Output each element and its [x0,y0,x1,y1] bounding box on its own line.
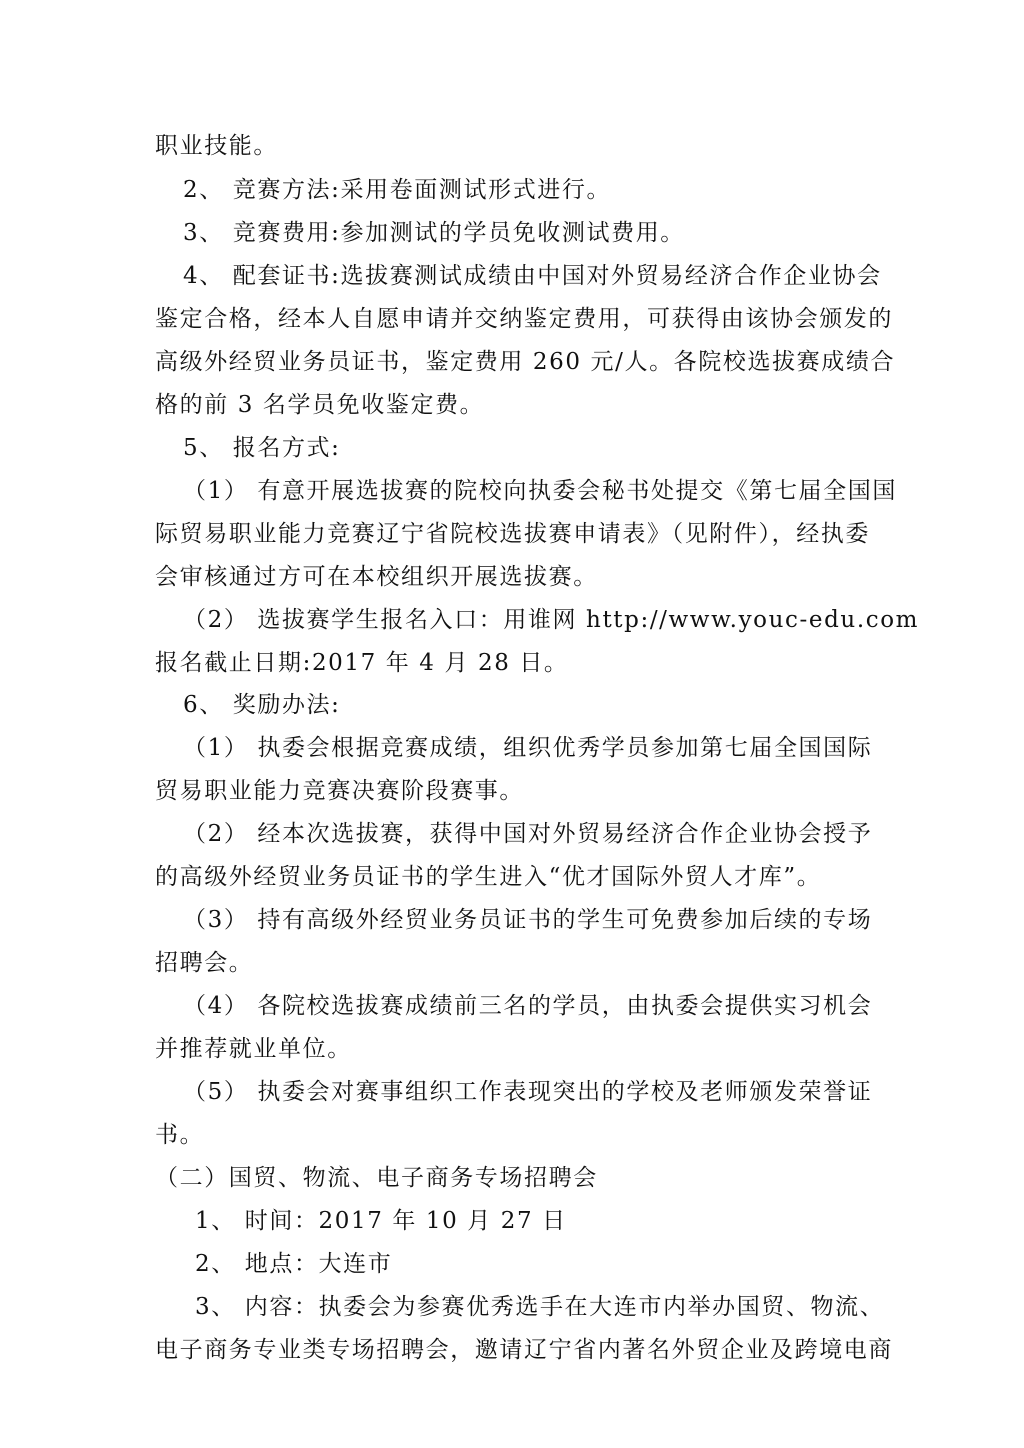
text-line: 鉴定合格，经本人自愿申请并交纳鉴定费用，可获得由该协会颁发的 [155,306,893,332]
text-line: 6、 奖励办法: [183,692,341,718]
text-line: （1） 执委会根据竞赛成绩，组织优秀学员参加第七届全国国际 [183,735,873,761]
text-line: 招聘会。 [155,950,254,976]
text-line: 5、 报名方式: [183,435,341,461]
text-line: 格的前 3 名学员免收鉴定费。 [155,392,485,418]
text-line: 书。 [155,1122,205,1148]
text-line: 3、 竞赛费用:参加测试的学员免收测试费用。 [183,220,685,246]
text-line: 1、 时间：2017 年 10 月 27 日 [195,1208,567,1234]
text-line: （5） 执委会对赛事组织工作表现突出的学校及老师颁发荣誉证 [183,1079,873,1105]
text-line: 的高级外经贸业务员证书的学生进入“优才国际外贸人才库”。 [155,864,822,890]
text-line: （3） 持有高级外经贸业务员证书的学生可免费参加后续的专场 [183,907,873,933]
text-line: （4） 各院校选拔赛成绩前三名的学员，由执委会提供实习机会 [183,993,873,1019]
text-line: （1） 有意开展选拔赛的院校向执委会秘书处提交《第七届全国国 [183,478,897,504]
text-line: 贸易职业能力竞赛决赛阶段赛事。 [155,778,524,804]
text-line: 2、 竞赛方法:采用卷面测试形式进行。 [183,177,612,203]
text-line: （2） 经本次选拔赛，获得中国对外贸易经济合作企业协会授予 [183,821,873,847]
text-line: 3、 内容：执委会为参赛优秀选手在大连市内举办国贸、物流、 [195,1294,885,1320]
text-line: 电子商务专业类专场招聘会，邀请辽宁省内著名外贸企业及跨境电商 [155,1337,893,1363]
text-line: 2、 地点：大连市 [195,1251,393,1277]
text-line: （2） 选拔赛学生报名入口：用谁网 http://www.youc-edu.com [183,607,920,633]
section-heading: （二）国贸、物流、电子商务专场招聘会 [155,1165,598,1191]
text-line: 报名截止日期:2017 年 4 月 28 日。 [155,650,569,676]
text-line: 际贸易职业能力竞赛辽宁省院校选拔赛申请表》（见附件），经执委 [155,521,870,547]
text-line: 4、 配套证书:选拔赛测试成绩由中国对外贸易经济合作企业协会 [183,263,882,289]
text-line: 并推荐就业单位。 [155,1036,352,1062]
text-line: 职业技能。 [155,133,278,159]
text-line: 会审核通过方可在本校组织开展选拔赛。 [155,564,598,590]
text-line: 高级外经贸业务员证书，鉴定费用 260 元/人。各院校选拔赛成绩合 [155,349,896,375]
